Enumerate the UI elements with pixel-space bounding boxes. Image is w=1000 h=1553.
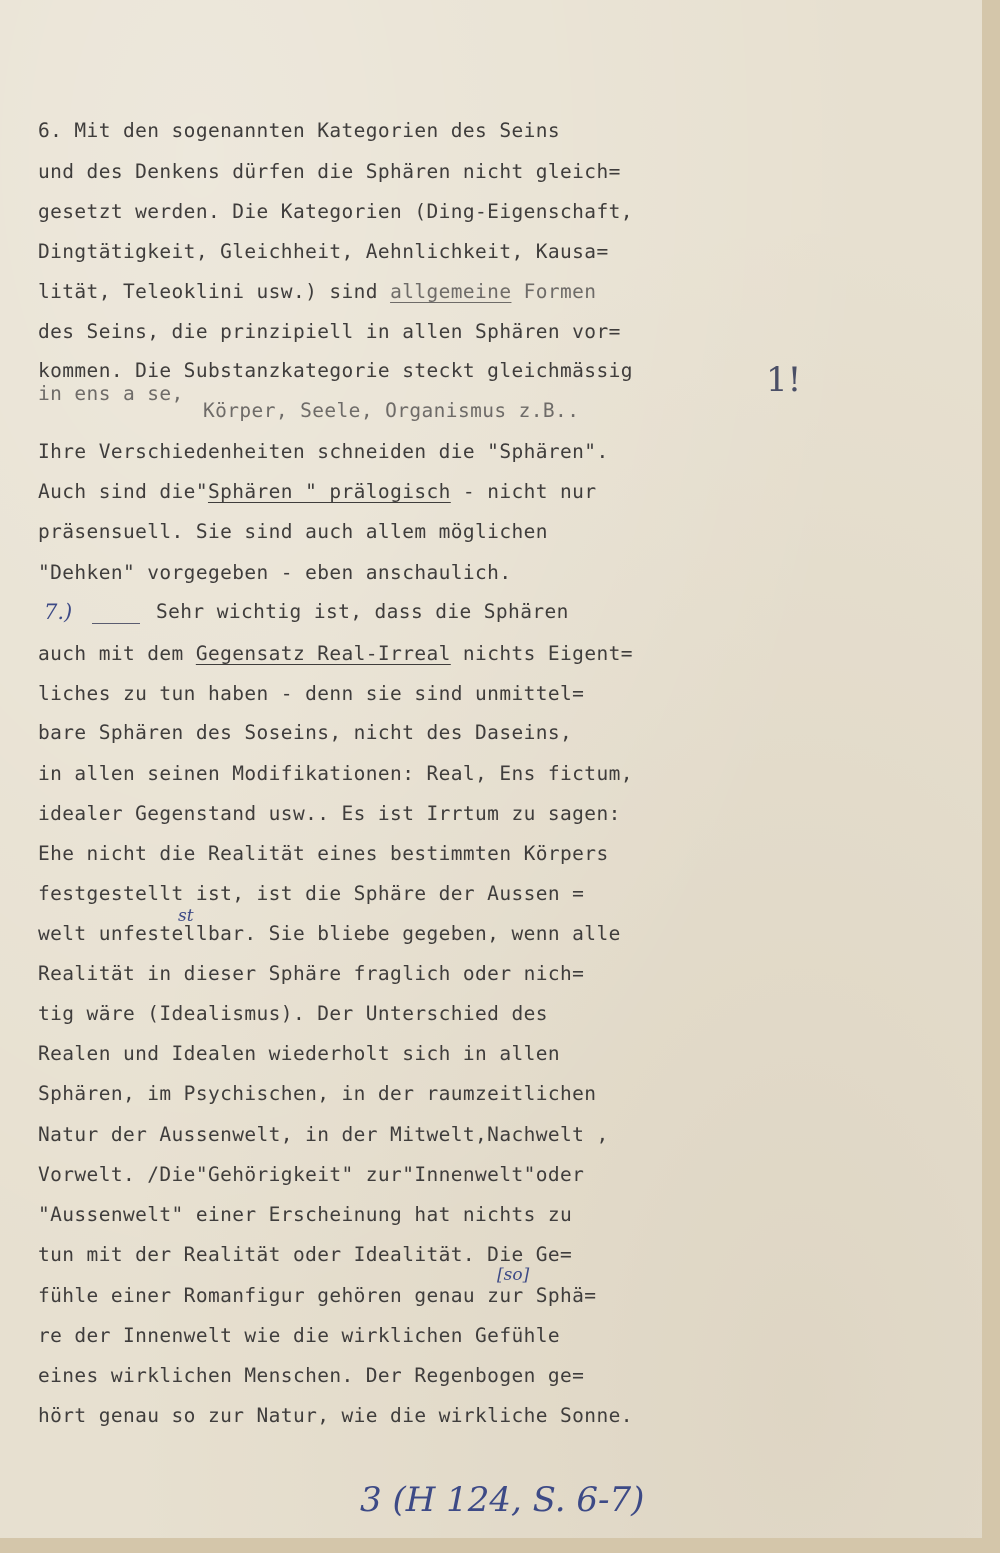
text-line: und des Denkens dürfen die Sphären nicht gleich= <box>38 160 621 183</box>
text-line: präsensuell. Sie sind auch allem möglichen <box>38 520 548 543</box>
text-line: gesetzt werden. Die Kategorien (Ding-Eigenschaft, <box>38 200 633 223</box>
text-line: des Seins, die prinzipiell in allen Sphären vor= <box>38 320 621 343</box>
text-line: hört genau so zur Natur, wie die wirkliche Sonne. <box>38 1404 633 1427</box>
text-line <box>38 643 633 665</box>
text-line: "Aussenwelt" einer Erscheinung hat nichts zu <box>38 1203 573 1226</box>
text-line: festgestellt ist, ist die Sphäre der Aussen = <box>38 882 585 905</box>
text-line: in allen seinen Modifikationen: Real, Ens fictum, <box>38 762 633 785</box>
text-line: Realität in dieser Sphäre fraglich oder nich= <box>38 962 585 985</box>
underlined-term: Sphären " prälogisch <box>207 480 451 503</box>
text-line <box>38 281 596 303</box>
text-line: kommen. Die Substanzkategorie steckt gleichmässig <box>38 359 633 382</box>
underlined-term: allgemeine <box>390 280 512 303</box>
section-number-annotation: 7.) <box>44 600 73 624</box>
text-line: "Dehken" vorgegeben - eben anschaulich. <box>38 561 512 584</box>
insertion-annotation: [so] <box>497 1265 530 1285</box>
text-segment: - nicht nur <box>450 480 597 503</box>
handwritten-dash <box>92 623 140 624</box>
underlined-term: Gegensatz Real-Irreal <box>195 642 451 665</box>
text-line: Körper, Seele, Organismus z.B.. <box>203 399 580 422</box>
text-line: Ihre Verschiedenheiten schneiden die "Sphären". <box>38 440 609 463</box>
scan-border-bottom <box>0 1538 1000 1553</box>
text-line: tig wäre (Idealismus). Der Unterschied des <box>38 1002 548 1025</box>
text-segment: auch mit dem <box>38 642 196 665</box>
text-segment: Formen <box>511 280 597 303</box>
text-segment: Auch sind die" <box>38 480 208 503</box>
text-line <box>38 481 596 503</box>
archive-reference: 3 (H 124, S. 6-7) <box>360 1480 645 1520</box>
text-line: Natur der Aussenwelt, in der Mitwelt,Nachwelt , <box>38 1123 609 1146</box>
text-line: tun mit der Realität oder Idealität. Die Ge= <box>38 1243 573 1266</box>
text-line: Realen und Idealen wiederholt sich in allen <box>38 1042 561 1065</box>
scan-border-right <box>982 0 1000 1553</box>
text-line: welt unfestellbar. Sie bliebe gegeben, wenn alle <box>38 922 621 945</box>
text-line: Sphären, im Psychischen, in der raumzeitlichen <box>38 1082 597 1105</box>
text-segment: nichts Eigent= <box>450 642 633 665</box>
text-segment: lität, Teleoklini usw.) sind <box>38 280 391 303</box>
text-line: idealer Gegenstand usw.. Es ist Irrtum zu sagen: <box>38 802 621 825</box>
text-line: eines wirklichen Menschen. Der Regenbogen ge= <box>38 1364 585 1387</box>
text-line: re der Innenwelt wie die wirklichen Gefühle <box>38 1324 561 1347</box>
text-line: liches zu tun haben - denn sie sind unmittel= <box>38 682 585 705</box>
text-line: fühle einer Romanfigur gehören genau zur Sphä= <box>38 1284 597 1307</box>
text-line: 6. Mit den sogenannten Kategorien des Seins <box>38 119 561 142</box>
margin-mark: 1! <box>766 360 802 400</box>
text-line: Sehr wichtig ist, dass die Sphären <box>156 600 569 623</box>
insertion-annotation: st <box>178 906 194 926</box>
text-line: Vorwelt. /Die"Gehörigkeit" zur"Innenwelt"oder <box>38 1163 585 1186</box>
text-line: bare Sphären des Soseins, nicht des Daseins, <box>38 721 573 744</box>
text-line: in ens a se, <box>38 382 184 405</box>
text-line: Dingtätigkeit, Gleichheit, Aehnlichkeit, Kausa= <box>38 240 609 263</box>
text-line: Ehe nicht die Realität eines bestimmten Körpers <box>38 842 609 865</box>
